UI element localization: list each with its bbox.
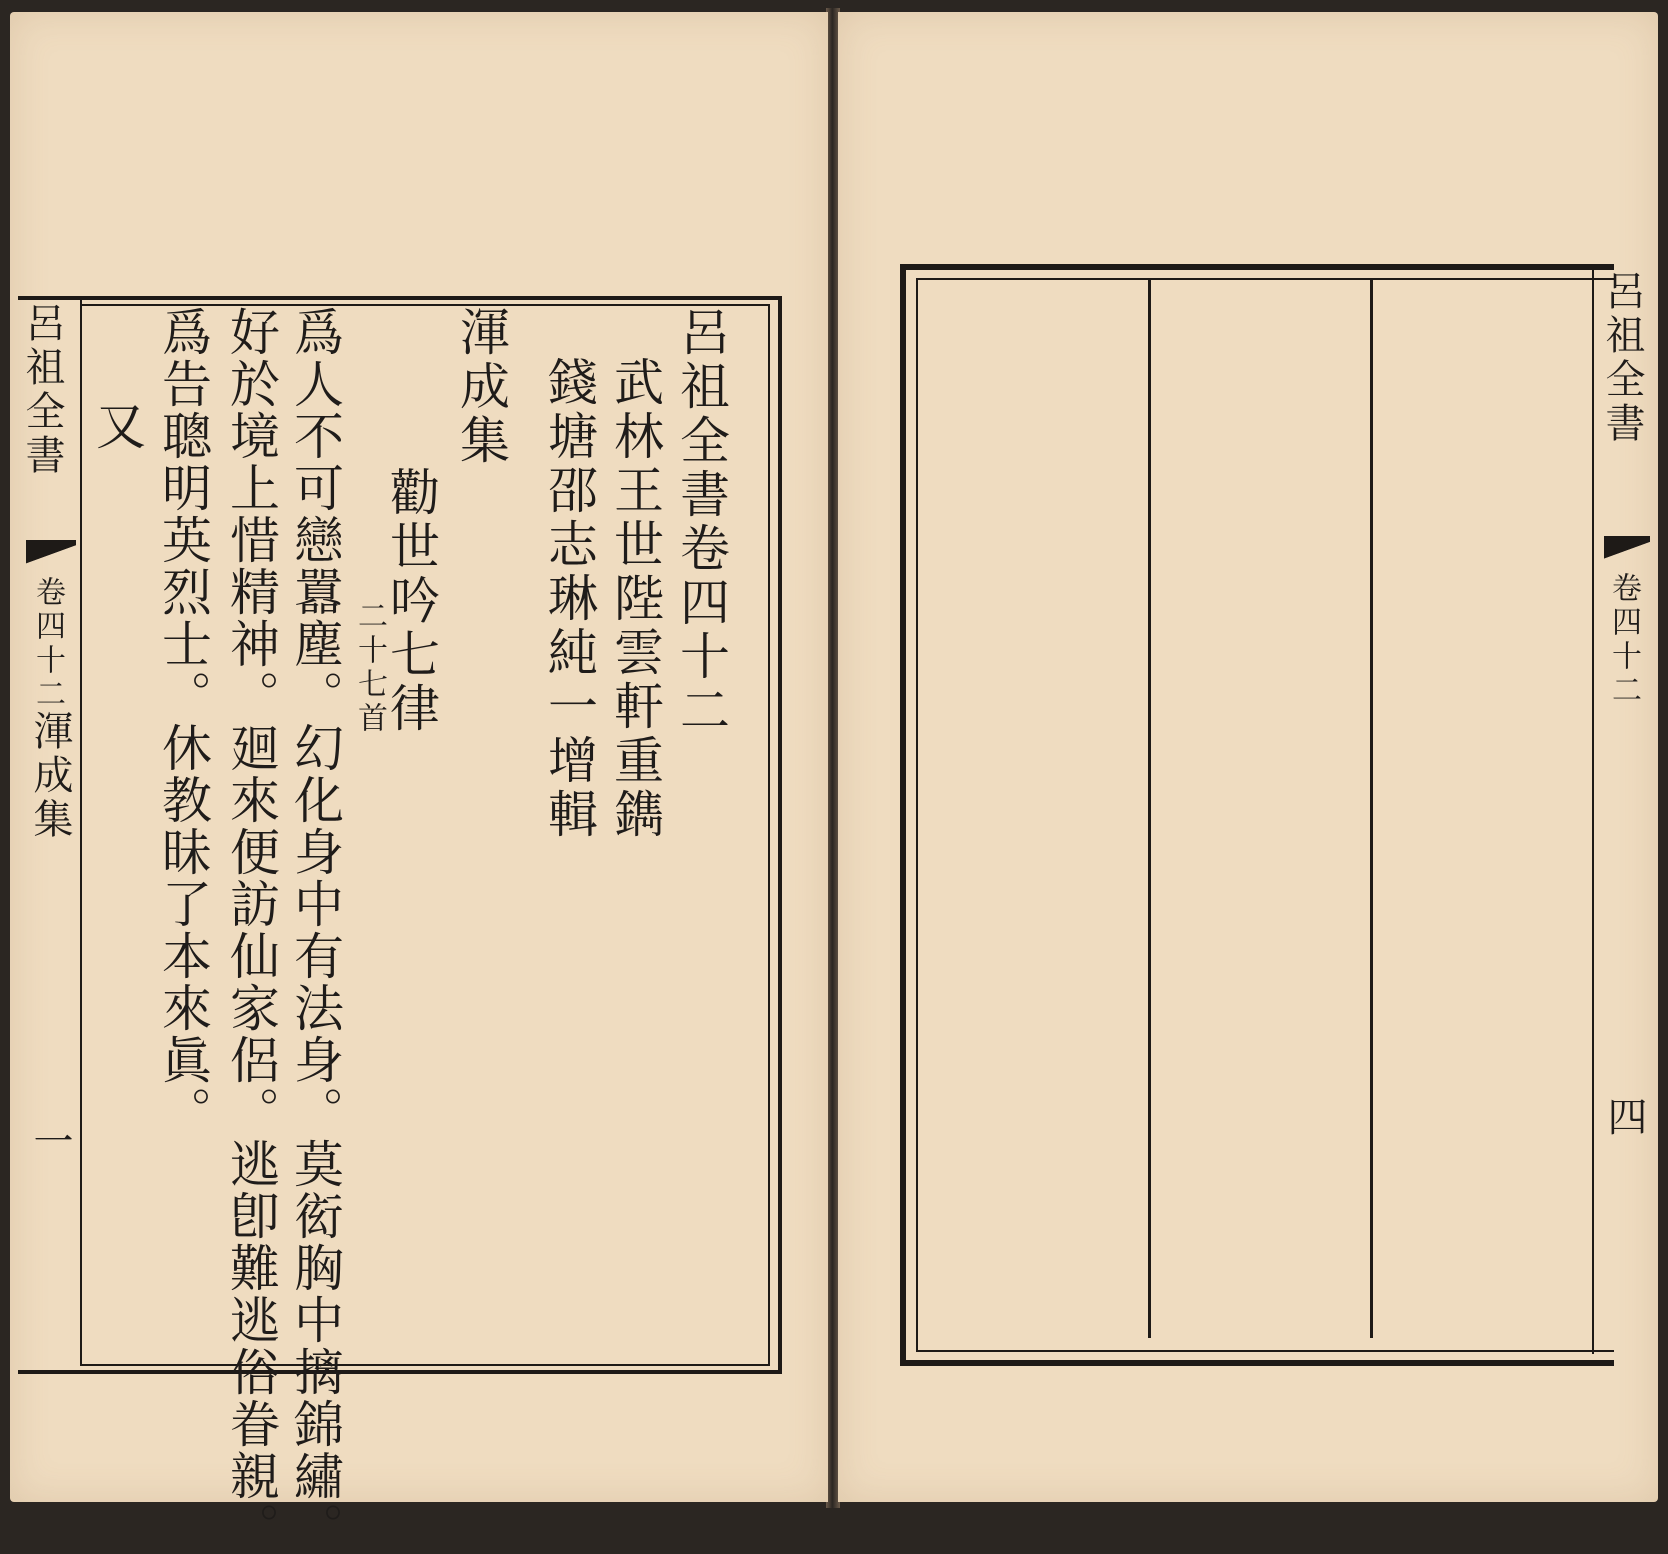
column-rule-2 [1370,280,1373,1338]
credit-line-1: 武林王世陛雲軒重鐫 [606,356,664,842]
next-poem-marker: 又 [88,400,146,454]
poem-title: 勸世吟七律 [382,466,440,736]
margin-page-number: 一 [27,1120,73,1164]
volume-title-line: 呂祖全書卷四十二 [672,306,730,738]
right-margin-volume: 卷四十二 [1606,572,1641,708]
poem-line-2: 好於境上惜精神。廻來便訪仙家侶。逃卽難逃俗眷親。 [222,306,280,1554]
right-margin-book-title: 呂祖全書 [1599,270,1645,446]
poem-line-3: 爲告聰明英烈士。休教昧了本來眞。 [154,306,212,1138]
right-text-frame [900,264,1614,1366]
collection-title: 渾成集 [452,306,510,468]
credit-line-2: 錢塘邵志琳純一增輯 [540,356,598,842]
margin-volume-label: 卷四十二 [30,576,65,712]
margin-section-label: 渾成集 [27,710,73,842]
right-margin-page-number: 四 [1601,1096,1647,1140]
fish-tail-mark-right [1604,536,1650,560]
left-text-frame [18,296,782,1374]
margin-book-title: 呂祖全書 [19,302,65,478]
poem-line-1: 爲人不可戀囂塵。幻化身中有法身。莫衒胸中摛錦繡。 [286,306,344,1554]
poem-count: 二十七首 [352,600,387,736]
column-rule-1 [1148,280,1151,1338]
